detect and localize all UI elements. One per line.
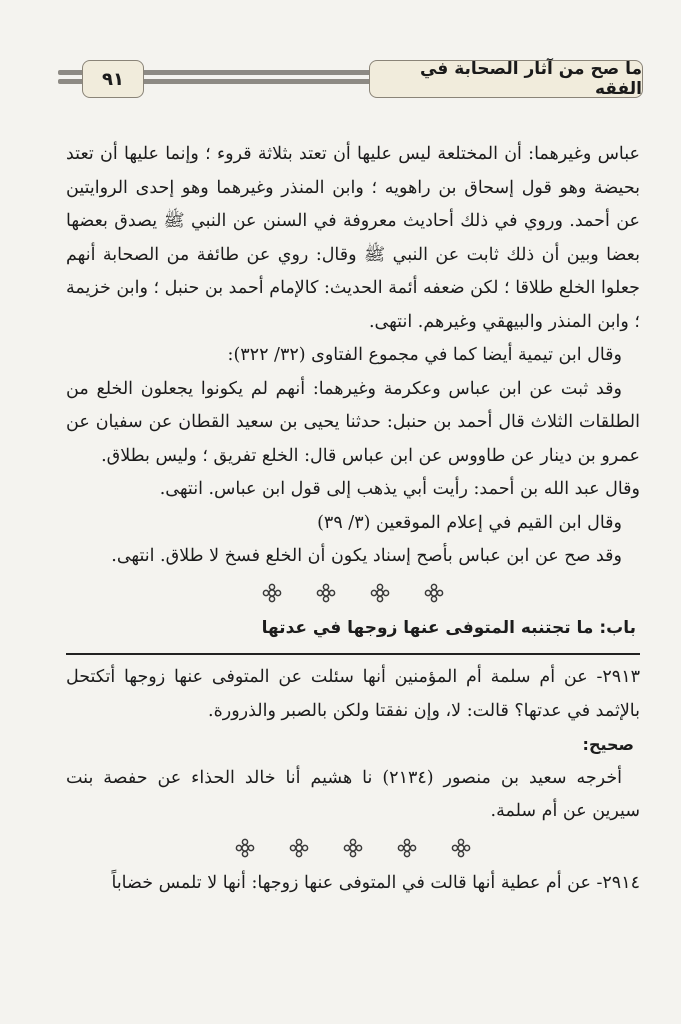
flower-ornament-icon [316, 583, 336, 603]
page-header [58, 56, 643, 102]
flower-ornament-icon [289, 838, 309, 858]
flower-ornament-icon [451, 838, 471, 858]
page-number: ٩١ [82, 60, 144, 98]
takhrij-2913: أخرجه سعيد بن منصور (٢١٣٤) نا هشيم أنا خالد الحذاء عن حفصة بنت سيرين عن أم سلمة. [66, 767, 640, 821]
chapter-rule [66, 653, 640, 655]
flower-ornament-icon [343, 838, 363, 858]
flower-ornament-icon [397, 838, 417, 858]
ornament-divider-1 [66, 574, 640, 612]
flower-ornament-icon [424, 583, 444, 603]
hadith-2913: ٢٩١٣- عن أم سلمة أم المؤمنين أنها سئلت عن المتوفى عنها زوجها أتكتحل بالإثمد في عدتها؟ قالت: لا، وإن نفقتا ولكن بالصبر والذرورة. [66, 667, 640, 721]
paragraph-5: وقال ابن القيم في إعلام الموقعين (٣/ ٣٩) [317, 512, 622, 533]
paragraph-4: وقال عبد الله بن أحمد: رأيت أبي يذهب إلى قول ابن عباس. انتهى. [159, 479, 640, 499]
paragraph-2: وقال ابن تيمية أيضا كما في مجموع الفتاوى (٣٢/ ٣٢٢): [227, 345, 622, 365]
paragraph-3: وقد ثبت عن ابن عباس وعكرمة وغيرهما: أنهم لم يكونوا يجعلون الخلع من الطلقات الثلاث قال أحمد بن حنبل: حدثنا يحيى بن سعيد القطان عن سفيان عن عمرو بن دينار عن طاووس عن ابن عباس قال: الخلع تفريق ؛ وليس بطلاق. [66, 378, 640, 466]
flower-ornament-icon [370, 583, 390, 603]
page-body [66, 138, 640, 900]
hadith-2914: ٢٩١٤- عن أم عطية أنها قالت في المتوفى عنها زوجها: أنها لا تلمس خضاباً [111, 872, 640, 893]
ornament-divider-2 [66, 829, 640, 867]
paragraph-6: وقد صح عن ابن عباس بأصح إسناد يكون أن الخلع فسخ لا طلاق. انتهى. [111, 546, 622, 566]
book-title: ما صح من آثار الصحابة في الفقه [369, 60, 643, 98]
flower-ornament-icon [262, 583, 282, 603]
paragraph-1: عباس وغيرهما: أن المختلعة ليس عليها أن تعتد بثلاثة قروء ؛ وإنما عليها أن تعتد بحيضة وهو قول إسحاق بن راهويه ؛ وابن المنذر وغيرهما وهو إحدى الروايتين عن أحمد. وروي في ذلك أحاديث معروفة في السنن عن النبي ﷺ يصدق بعضها بعضا وبين أن ذلك ثابت عن النبي ﷺ وقال: روي عن طائفة من الصحابة أنهم جعلوا الخلع طلاقا ؛ لكن ضعفه أئمة الحديث: كالإمام أحمد بن حنبل ؛ وابن خزيمة ؛ وابن المنذر والبيهقي وغيرهم. انتهى. [66, 144, 640, 332]
grade-label: صحيح: [582, 735, 634, 754]
chapter-title: باب: ما تجتنبه المتوفى عنها زوجها في عدتها [261, 617, 636, 638]
flower-ornament-icon [235, 838, 255, 858]
